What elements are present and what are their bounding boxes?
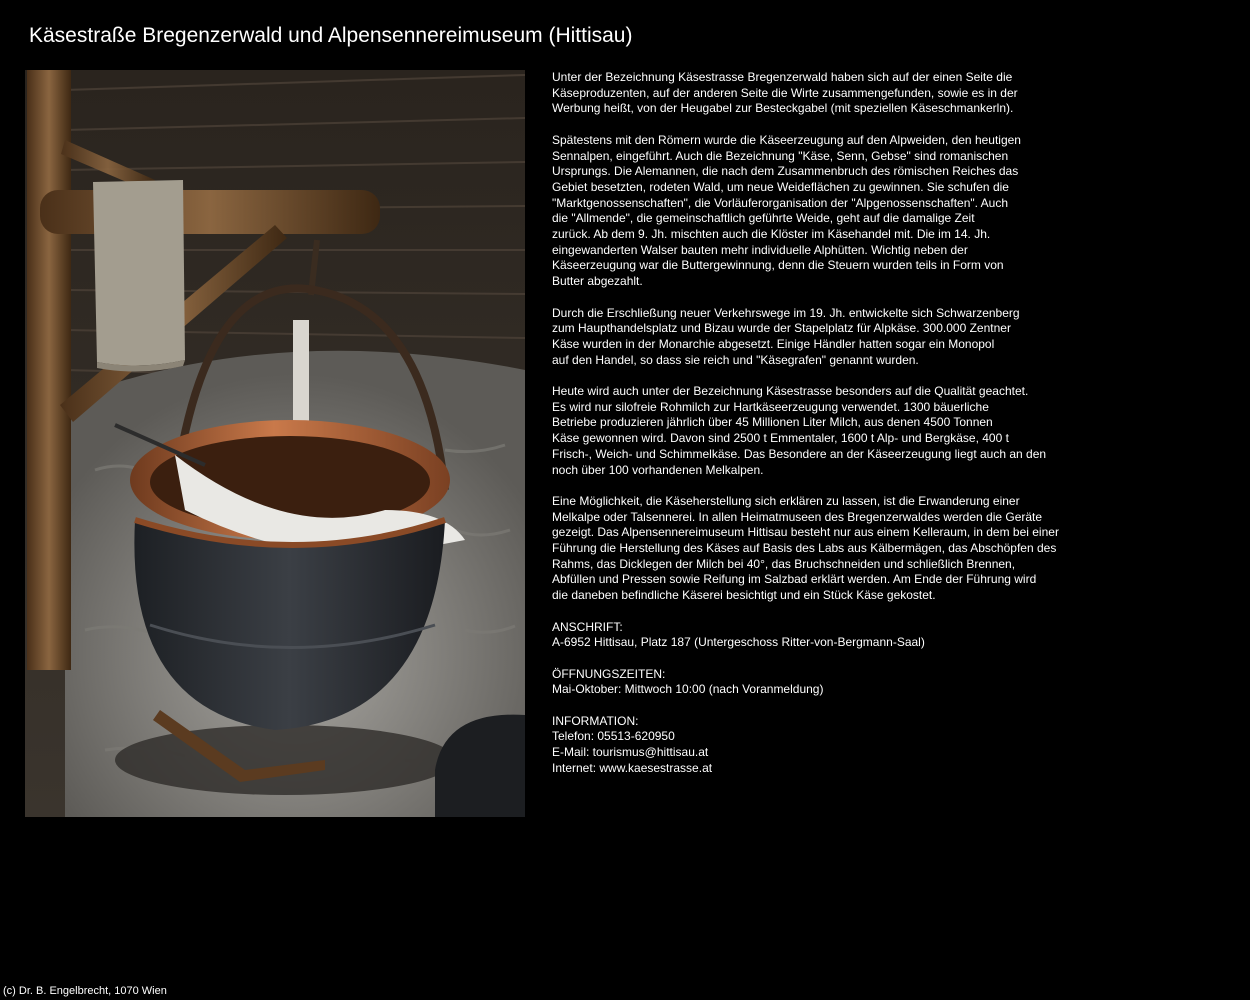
copyright-footer: (c) Dr. B. Engelbrecht, 1070 Wien <box>3 985 167 997</box>
address-block <box>552 620 1072 651</box>
internet-line: Internet: www.kaesestrasse.at <box>552 760 713 775</box>
address-line: A-6952 Hittisau, Platz 187 (Untergeschoss Ritter-von-Bergmann-Saal) <box>552 635 925 650</box>
opening-hours-heading: ÖFFNUNGSZEITEN: <box>552 666 666 681</box>
opening-hours-line: Mai-Oktober: Mittwoch 10:00 (nach Voranmeldung) <box>552 682 824 697</box>
paragraph-history: Spätestens mit den Römern wurde die Käseerzeugung auf den Alpweiden, den heutigen Sennalpen, eingeführt. Auch die Bezeichnung "Käse, Senn, Gebse" sind romanischen Ursprungs. Die Alemannen, die nach dem Zusammenbruch des römischen Reiches das Gebiet besetzten, rodeten Wald, um neue Weideflächen zu gewinnen. Sie schufen die "Marktgenossenschaften", die Vorläuferorganisation der "Alpgenossenschaften". Auch die "Allmende", die gemeinschaftlich geführte Weide, geht auf die damalige Zeit zurück. Ab dem 9. Jh. mischten auch die Klöster im Käsehandel mit. Die im 14. Jh. eingewanderten Walser bauten mehr individuelle Alphütten. Wichtig neben der Käseerzeugung war die Buttergewinnung, denn die Steuern wurden teils in Form von Butter abgezahlt. <box>552 132 1021 289</box>
paragraph-quality: Heute wird auch unter der Bezeichnung Käsestrasse besonders auf die Qualität geachtet. Es wird nur silofreie Rohmilch zur Hartkäseerzeugung verwendet. 1300 bäuerliche Betriebe produzieren jährlich über 45 Millionen Liter Milch, aus denen 4500 Tonnen Käse gewonnen wird. Davon sind 2500 t Emmentaler, 1600 t Alp- und Bergkäse, 400 t Frisch-, Weich- und Schimmelkäse. Das Besondere an der Käseerzeugung liegt auch an den noch über 100 vorhandenen Melkalpen. <box>552 384 1047 477</box>
address-heading: ANSCHRIFT: <box>552 619 623 634</box>
page-title: Käsestraße Bregenzerwald und Alpensennereimuseum (Hittisau) <box>29 24 633 47</box>
paragraph-kaesestrasse: Unter der Bezeichnung Käsestrasse Bregenzerwald haben sich auf der einen Seite die Käseproduzenten, auf der anderen Seite die Wirte zusammengefunden, sowie es in der Werbung heißt, von der Heugabel zur Besteckgabel (mit speziellen Käseschmankerln). <box>552 70 1018 116</box>
cheese-kettle-photo[interactable] <box>25 70 525 817</box>
paragraph-museum: Eine Möglichkeit, die Käseherstellung sich erklären zu lassen, ist die Erwanderung einer Melkalpe oder Talsennerei. In allen Heimatmuseen des Bregenzerwaldes werden die Geräte gezeigt. Das Alpensennereimuseum Hittisau besteht nur aus einem Kelleraum, in dem bei einer Führung die Herstellung des Käses auf Basis des Labs aus Kälbermägen, das Abschöpfen des Rahms, das Dicklegen der Milch bei 40°, das Bruchschneiden und schließlich Brennen, Abfüllen und Pressen sowie Reifung im Salzbad erklärt werden. Am Ende der Führung wird die daneben befindliche Käserei besichtigt und ein Stück Käse gekostet. <box>552 493 1059 603</box>
paragraph-trade: Durch die Erschließung neuer Verkehrswege im 19. Jh. entwickelte sich Schwarzenberg zum Haupthandelsplatz und Bizau wurde der Stapelplatz für Alpkäse. 300.000 Zentner Käse wurden in der Monarchie abgesetzt. Einige Händler hatten sogar ein Monopol auf den Handel, so dass sie reich und "Käsegrafen" genannt wurden. <box>552 305 1020 367</box>
information-block <box>552 714 1072 777</box>
phone-line: Telefon: 05513-620950 <box>552 729 675 744</box>
opening-hours-block <box>552 667 1072 698</box>
email-line: E-Mail: tourismus@hittisau.at <box>552 745 709 760</box>
cheese-kettle-illustration <box>25 70 525 817</box>
information-heading: INFORMATION: <box>552 713 639 728</box>
description-text <box>552 70 1072 792</box>
